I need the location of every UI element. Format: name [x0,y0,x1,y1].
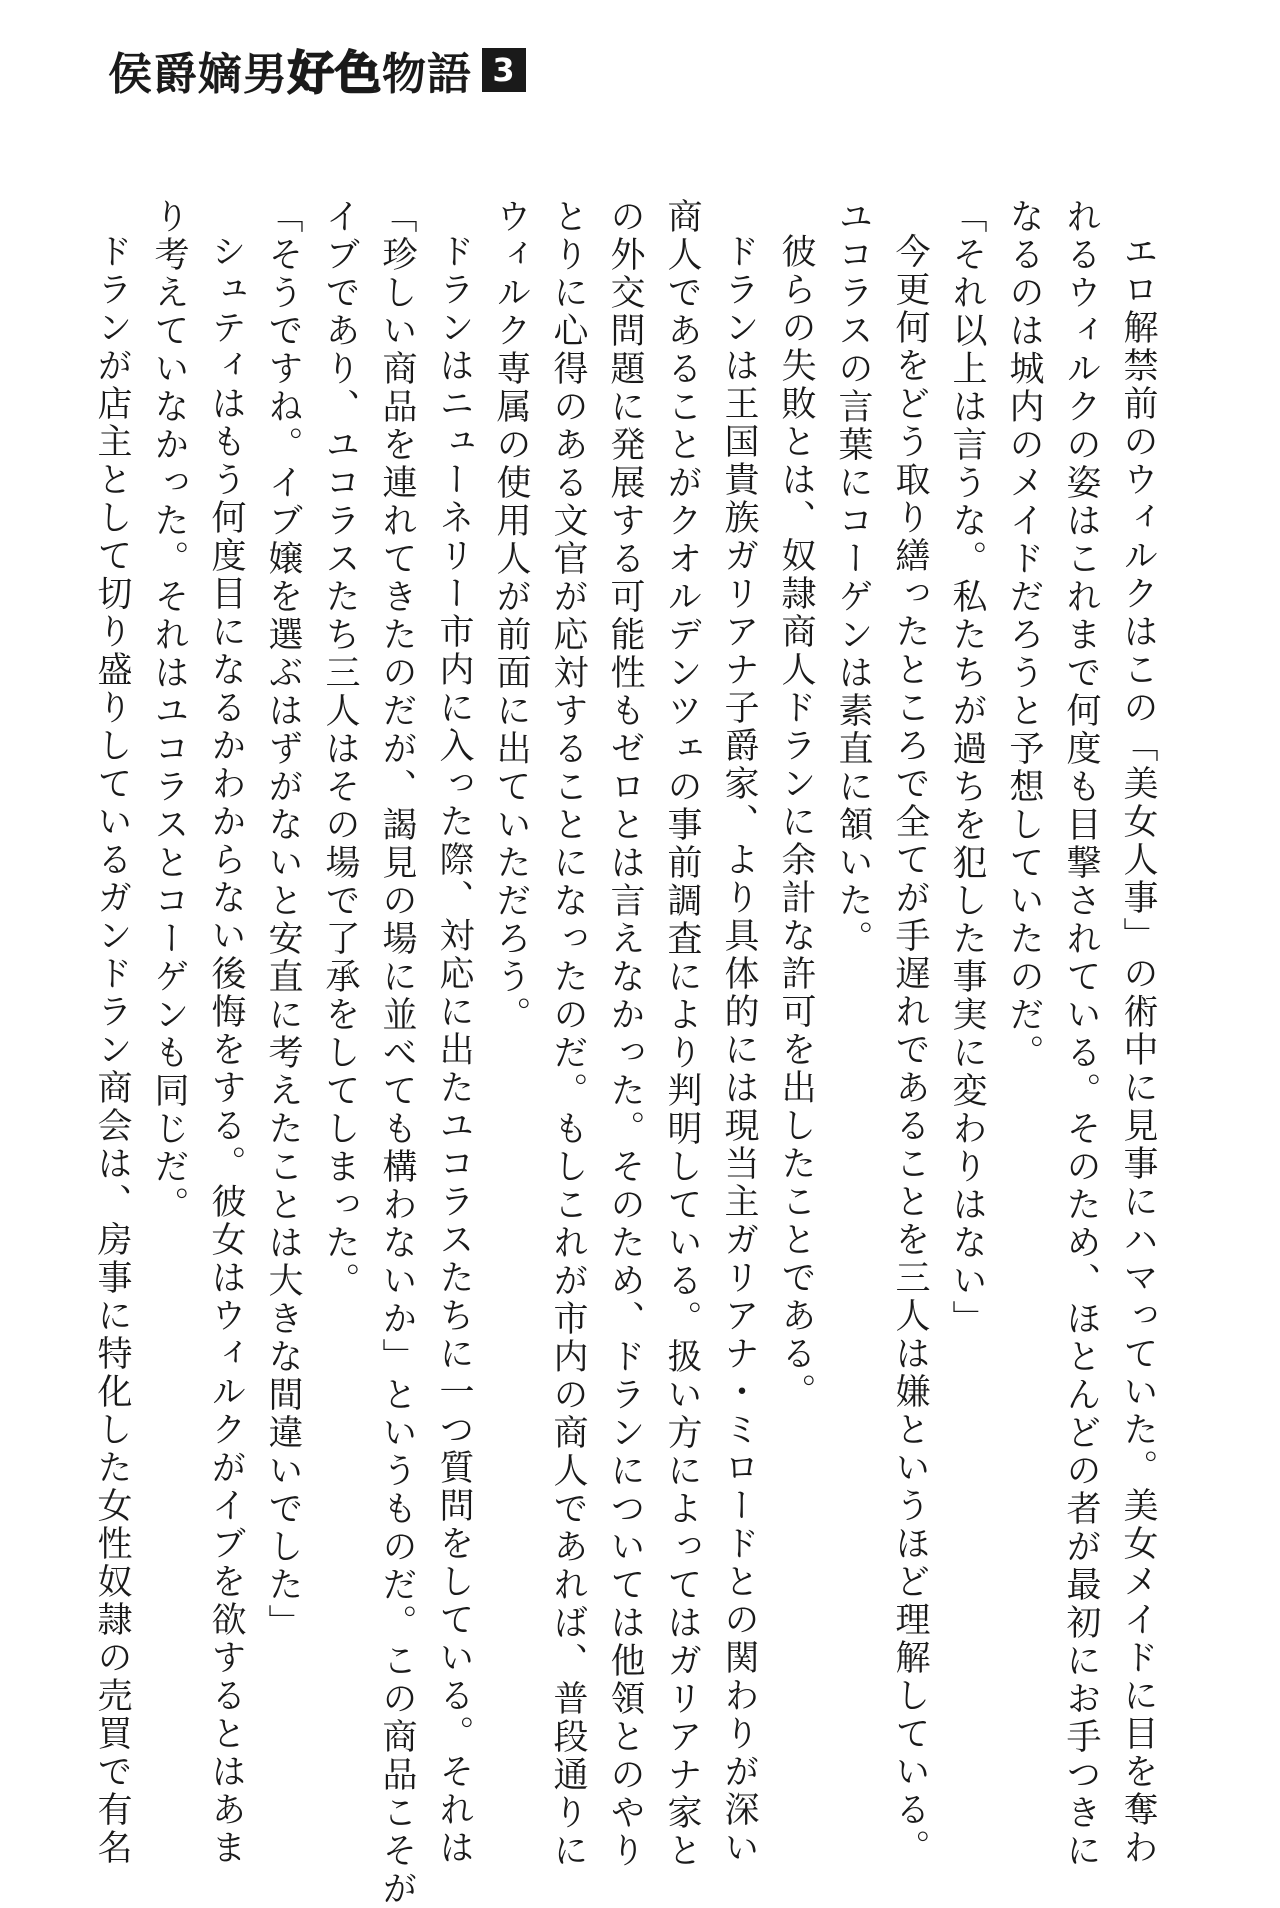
text-line: 今更何をどう取り繕ったところで全てが手遅れであることを三人は嫌というほど理解している。 [890,233,930,1867]
text-line: ドランは王国貴族ガリアナ子爵家、より具体的には現当主ガリアナ・ミロードとの関わりが深い [719,233,759,1867]
title-suffix: 物語 [382,49,472,100]
body-text [83,198,1166,1908]
text-line: ドランが店主として切り盛りしているガンドラン商会は、房事に特化した女性奴隷の売買で有名 [92,233,132,1867]
text-line: の外交問題に発展する可能性もゼロとは言えなかった。そのため、ドランについては他領とのやり [605,198,645,1870]
text-line: なるのは城内のメイドだろうと予想していたのだ。 [1004,198,1044,1072]
text-line: り考えていなかった。それはユコラスとコーゲンも同じだ。 [149,198,189,1224]
text-line: れるウィルクの姿はこれまで何度も目撃されている。そのため、ほとんどの者が最初にお手つきに [1061,198,1101,1870]
text-line: イブであり、ユコラスたち三人はその場で了承をしてしまった。 [320,198,360,1300]
text-line: 彼らの失敗とは、奴隷商人ドランに余計な許可を出したことである。 [776,233,816,1411]
volume-badge: 3 [482,48,526,92]
text-line: シュティはもう何度目になるかわからない後悔をする。彼女はウィルクがイブを欲するとはあま [206,233,246,1867]
text-line: 「そうですね。イブ嬢を選ぶはずがないと安直に考えたことは大きな間違いでした」 [263,198,303,1642]
text-line: ウィルク専属の使用人が前面に出ていただろう。 [491,198,531,1034]
title-accent: 好色 [288,37,382,103]
text-line: 「珍しい商品を連れてきたのだが、謁見の場に並べても構わないか」というものだ。この商品こそが [377,198,417,1908]
text-line: とりに心得のある文官が応対することになったのだ。もしこれが市内の商人であれば、普段通りに [548,198,588,1870]
text-line: エロ解禁前のウィルクはこの「美女人事」の術中に見事にハマっていた。美女メイドに目を奪わ [1118,233,1158,1867]
text-line: ドランはニューネリー市内に入った際、対応に出たユコラスたちに一つ質問をしている。それは [434,233,474,1867]
text-line: 「それ以上は言うな。私たちが過ちを犯した事実に変わりはない」 [947,198,987,1338]
title-prefix: 侯爵嫡男 [108,49,288,100]
text-line: ユコラスの言葉にコーゲンは素直に頷いた。 [833,198,873,958]
book-title-header [108,38,526,102]
text-line: 商人であることがクオルデンツェの事前調査により判明している。扱い方によってはガリアナ家と [662,198,702,1870]
